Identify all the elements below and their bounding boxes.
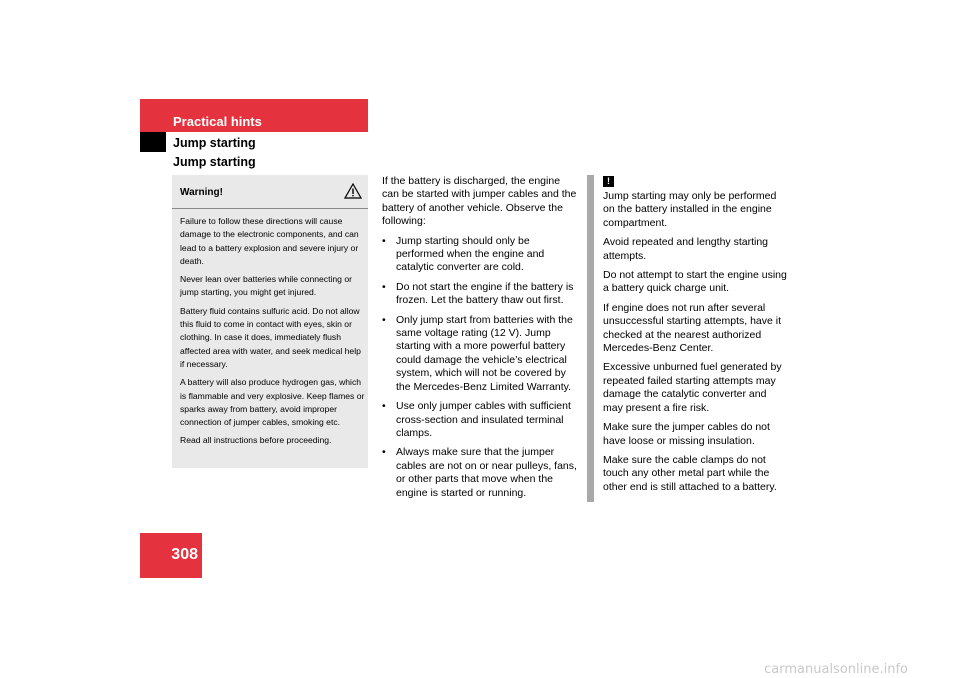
bullet: •	[382, 234, 386, 247]
note-paragraph: Do not attempt to start the engine using a battery quick charge unit.	[603, 269, 787, 295]
section-marker	[140, 132, 166, 152]
warning-paragraph: Failure to follow these directions will cause damage to the electronic components, and can lead to a battery explosion and severe injury or death.	[180, 216, 359, 266]
bullet: •	[382, 313, 386, 326]
warning-header	[172, 175, 368, 209]
exclamation-icon: !	[603, 176, 614, 187]
note-paragraph: Excessive unburned fuel generated by repeated failed starting attempts may damage the catalytic converter and may present a fire risk.	[603, 361, 782, 414]
intro-paragraph: If the battery is discharged, the engine can be started with jumper cables and the battery of another vehicle. Observe the following:	[382, 175, 577, 228]
warning-triangle-icon	[344, 183, 362, 199]
main-text-column	[382, 175, 578, 506]
warning-paragraph: Battery fluid contains sulfuric acid. Do not allow this fluid to come in contact with eyes, skin or clothing. In case it does, immediately flush affected area with water, and seek medical help if necessary.	[180, 305, 361, 369]
list-item: • Jump starting should only be performed when the engine and catalytic converter are cold.	[382, 234, 545, 274]
bullet: •	[382, 446, 386, 459]
warning-box	[172, 175, 368, 468]
note-paragraph: If engine does not run after several unsuccessful starting attempts, have it checked at the nearest authorized Mercedes-Benz Center.	[603, 301, 782, 355]
list-item: • Do not start the engine if the battery is frozen. Let the battery thaw out first.	[382, 280, 574, 307]
watermark-strip	[0, 660, 960, 678]
note-paragraph: Make sure the cable clamps do not touch any other metal part while the other end is still attached to a battery.	[603, 453, 777, 493]
page-number: 308	[171, 546, 198, 563]
note-sidebar-bar	[587, 175, 594, 502]
note-paragraph: Make sure the jumper cables do not have loose or missing insulation.	[603, 421, 770, 447]
list-item: • Only jump start from batteries with the same voltage rating (12 V). Jump starting with a more powerful battery could damage the vehicle’s electrical system, which will not be covered by the Mercedes-Benz Limited Warranty.	[382, 313, 573, 393]
warning-paragraph: A battery will also produce hydrogen gas, which is flammable and very explosive. Keep flames or sparks away from battery, avoid improper connection of jumper cables, smoking etc.	[180, 377, 365, 428]
warning-paragraph: Read all instructions before proceeding.	[180, 435, 332, 446]
bullet: •	[382, 280, 386, 293]
watermark-text: carmanualsonline.info	[764, 661, 908, 677]
topic-title: Jump starting	[173, 155, 256, 169]
bullet: •	[382, 400, 386, 413]
list-item: • Use only jumper cables with sufficient cross-section and insulated terminal clamps.	[382, 400, 571, 439]
warning-label: Warning!	[180, 187, 223, 198]
note-paragraph: Jump starting may only be performed on the battery installed in the engine compartment.	[603, 190, 777, 229]
note-paragraph: Avoid repeated and lengthy starting attempts.	[603, 236, 769, 262]
chapter-title: Jump starting	[173, 136, 256, 150]
warning-paragraph: Never lean over batteries while connecting or jump starting, you might get injured.	[180, 274, 352, 298]
instruction-list	[382, 235, 578, 500]
warning-text	[180, 215, 366, 453]
note-column	[603, 175, 788, 500]
section-title: Practical hints	[173, 114, 262, 129]
list-item: • Always make sure that the jumper cables are not on or near pulleys, fans, or other parts that move when the engine is started or running.	[382, 446, 577, 499]
